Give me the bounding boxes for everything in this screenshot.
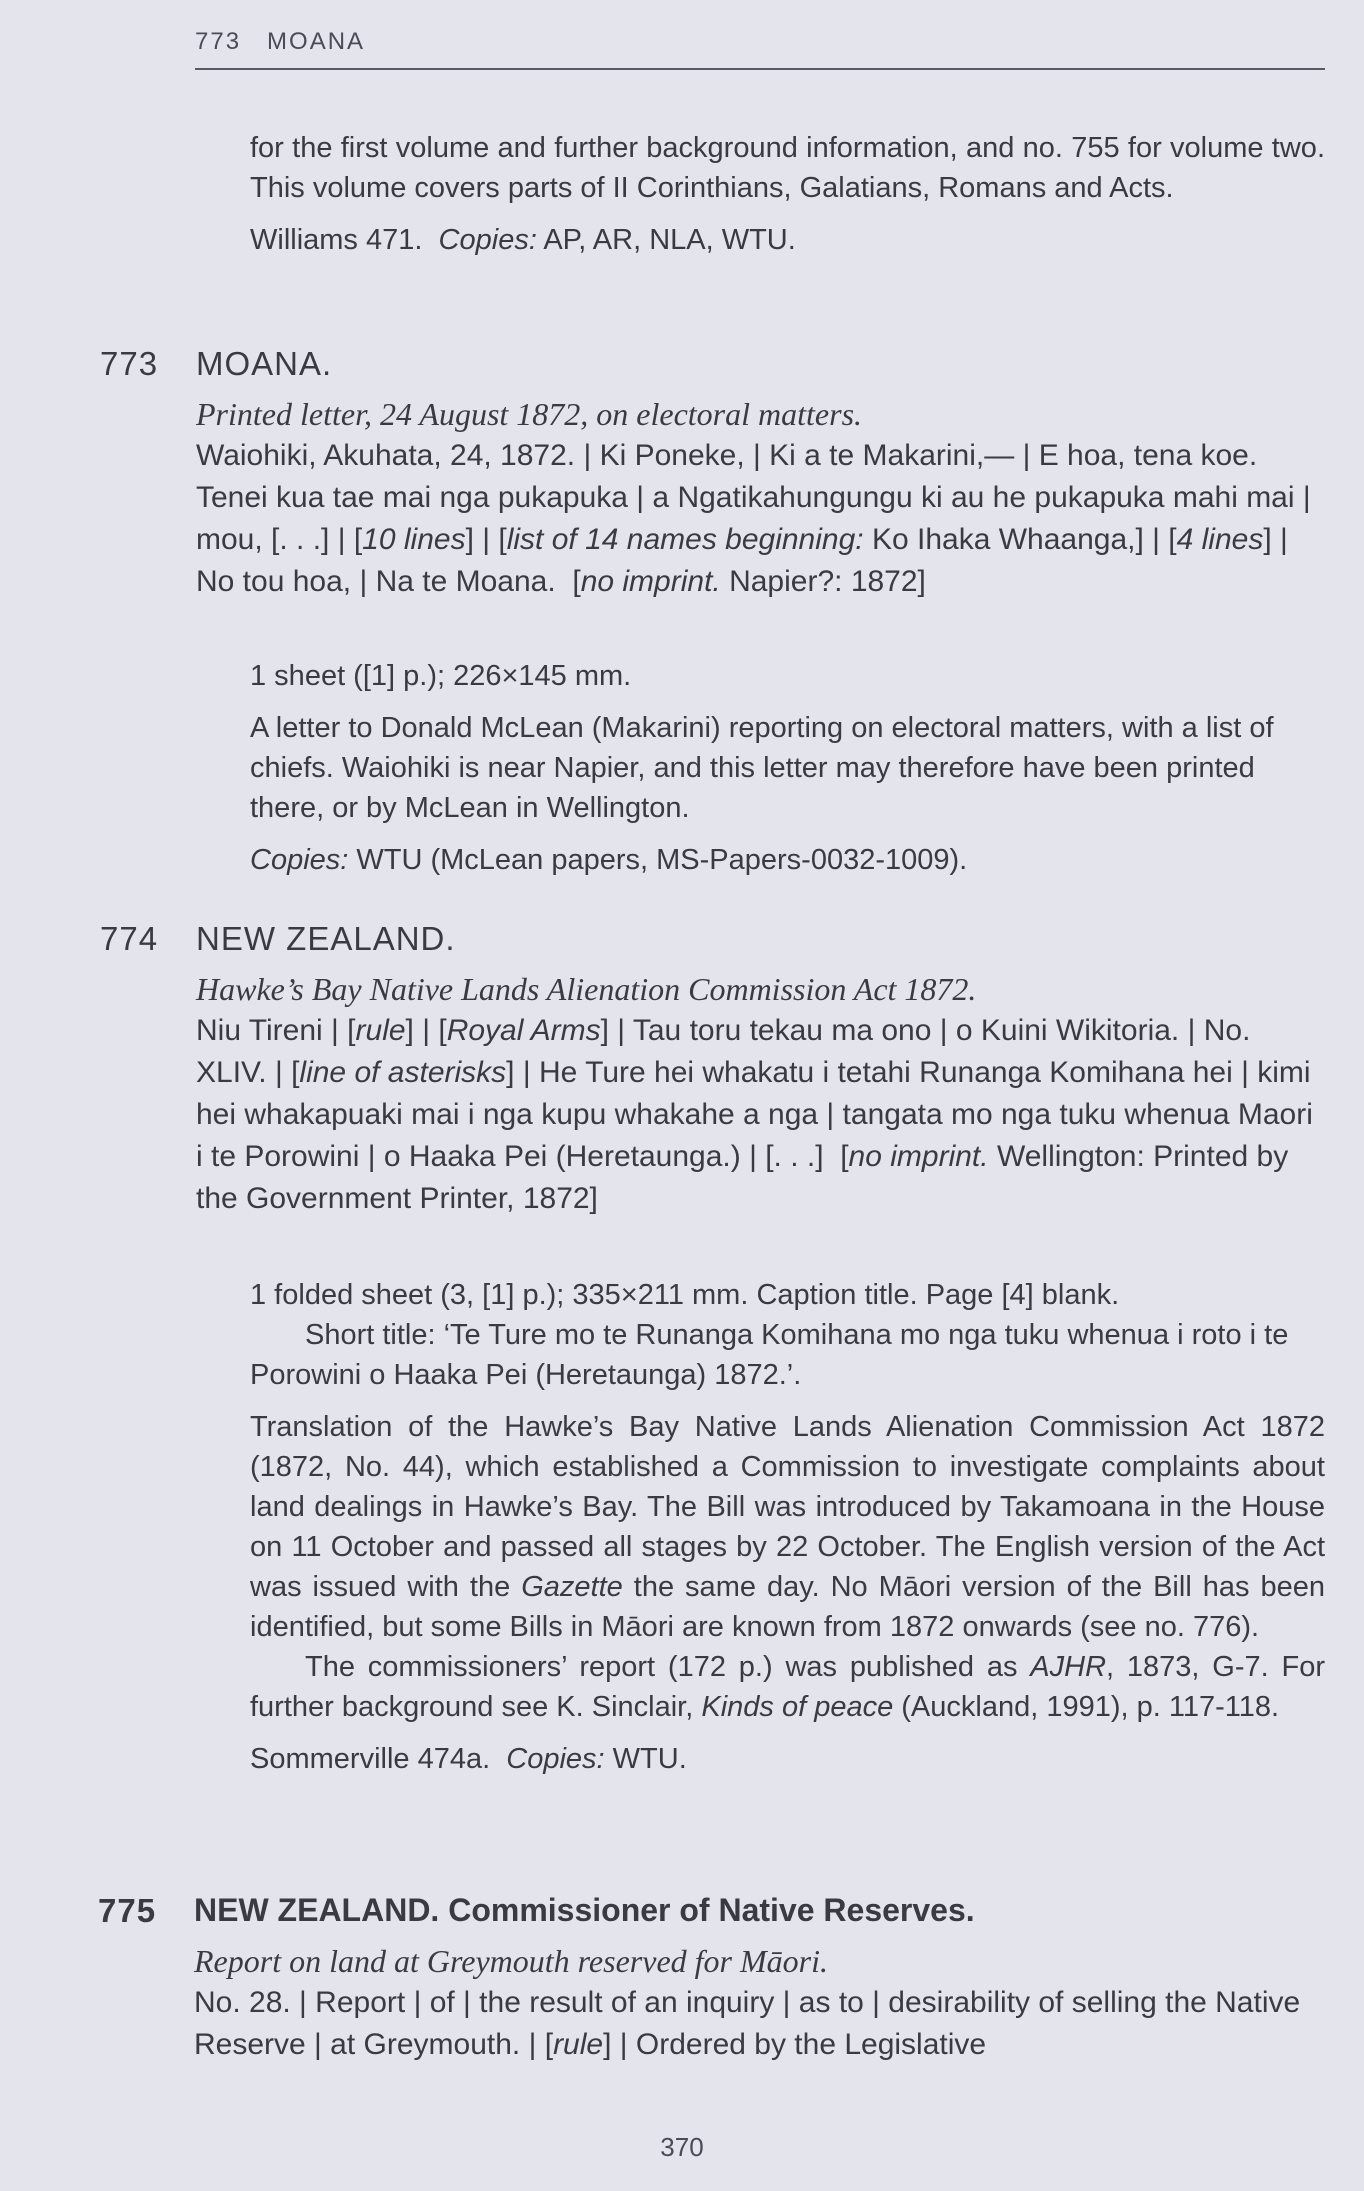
- transcription-text: ] | [: [405, 1014, 447, 1047]
- transcription-italic: no imprint.: [848, 1140, 989, 1173]
- note-text: Translation of the Hawke’s Bay Native Lands Alienation Commission Act 1872 (1872, No. 44), which established a Commission to investigate complaints about land dealings in Hawke’s Bay. The Bill was introduced by Takamoana in the House on 11 October and passed all stages by 22 October. The English version of the Act was issued with the: [250, 1411, 1325, 1603]
- short-title-774: Short title: ‘Te Ture mo te Runanga Komihana mo nga tuku whenua i roto i te Porowini o Haaka Pei (Heretaunga) 1872.’.: [250, 1319, 1289, 1391]
- transcription-italic: 10 lines: [362, 523, 466, 556]
- entry-number-775: 775: [98, 1892, 157, 1929]
- note-774: [250, 1407, 1325, 1647]
- refs-text: Williams 471.: [250, 224, 439, 256]
- transcription-italic: no imprint.: [580, 565, 721, 598]
- entry-notes-773: [250, 656, 1325, 880]
- transcription-text: ] | Ordered by the Legislative: [603, 2028, 987, 2061]
- refs-libraries: AP, AR, NLA, WTU.: [536, 224, 796, 256]
- continuation-refs: [250, 220, 1325, 260]
- refs-libraries: WTU.: [604, 1743, 687, 1775]
- transcription-text: Wellington: Printed by the Government Printer, 1872]: [196, 1140, 1289, 1215]
- transcription-text: ] | Tau toru tekau ma ono | o Kuini Wikitoria. | No. XLIV. | [: [196, 1014, 1251, 1089]
- entry-heading-773: MOANA.: [196, 345, 333, 382]
- entry-subtitle-774: Hawke’s Bay Native Lands Alienation Commission Act 1872.: [196, 971, 977, 1007]
- refs-774: [250, 1739, 1325, 1779]
- transcription-text: Niu Tireni | [: [196, 1014, 356, 1047]
- entry-body-775: [194, 1940, 1326, 2066]
- entry-subtitle-773: Printed letter, 24 August 1872, on electoral matters.: [196, 396, 863, 432]
- note-773: A letter to Donald McLean (Makarini) reporting on electoral matters, with a list of chiefs. Waiohiki is near Napier, and this letter may therefore have been printed there, or by McLean in Wellington.: [250, 712, 1274, 824]
- transcription-italic: list of 14 names beginning:: [506, 523, 864, 556]
- page-number: 370: [660, 2132, 704, 2162]
- continuation-block: [250, 128, 1325, 260]
- running-head: 773 MOANA: [195, 28, 366, 55]
- transcription-text: Napier?: 1872]: [720, 565, 926, 598]
- header-rule: [195, 68, 1325, 70]
- entry-transcription-775: [194, 1982, 1326, 2066]
- continuation-text: for the first volume and further background information, and no. 755 for volume two. This volume covers parts of II Corinthians, Galatians, Romans and Acts.: [250, 132, 1325, 204]
- entry-number-773: 773: [100, 345, 159, 382]
- transcription-italic: line of asterisks: [299, 1056, 507, 1089]
- entry-body-773: [196, 393, 1326, 603]
- transcription-text: ] | He Ture hei whakatu i tetahi Runanga Komihana hei | kimi hei whakapuaki mai i nga kupu whakahe a nga | tangata mo nga tuku whenua Maori i te Porowini | o Haaka Pei (Heretaunga.) | [. . .] [: [196, 1056, 1322, 1173]
- entry-notes-774: [250, 1275, 1325, 1779]
- transcription-text: Waiohiki, Akuhata, 24, 1872. | Ki Poneke, | Ki a te Makarini,— | E hoa, tena koe. Tenei kua tae mai nga pukapuka | a Ngatikahungungu ki au he pukapuka mahi mai | mou, [. . .] | [: [196, 439, 1311, 556]
- transcription-italic: rule: [355, 1014, 406, 1047]
- note-text: the same day. No Māori version of the Bill has been identified, but some Bills in Māori are known from 1872 onwards (see no. 776).: [250, 1571, 1325, 1643]
- entry-subtitle-775: Report on land at Greymouth reserved for Māori.: [194, 1943, 828, 1979]
- note-text: (Auckland, 1991), p. 117-118.: [893, 1691, 1280, 1723]
- note-italic: Kinds of peace: [701, 1691, 894, 1723]
- transcription-italic: Royal Arms: [446, 1014, 601, 1047]
- entry-transcription-774: [196, 1010, 1326, 1220]
- copies-label: Copies:: [438, 224, 537, 256]
- note-text: The commissioners’ report (172 p.) was published as: [305, 1651, 1031, 1683]
- note-italic: Gazette: [521, 1571, 623, 1603]
- note-italic: AJHR: [1030, 1651, 1107, 1683]
- transcription-text: Ko Ihaka Whaanga,] | [: [863, 523, 1177, 556]
- transcription-text: No. 28. | Report | of | the result of an inquiry | as to | desirability of selling the Native Reserve | at Greymouth. | [: [194, 1986, 1301, 2061]
- entry-transcription-773: [196, 435, 1326, 603]
- entry-heading-775: NEW ZEALAND. Commissioner of Native Reserves.: [194, 1892, 975, 1928]
- transcription-italic: rule: [553, 2028, 604, 2061]
- transcription-italic: 4 lines: [1176, 523, 1264, 556]
- copies-773: [250, 840, 1325, 880]
- note-text: , 1873, G-7. For further background see K. Sinclair,: [250, 1651, 1326, 1723]
- transcription-text: ] | No tou hoa, | Na te Moana. [: [196, 523, 1297, 598]
- entry-body-774: [196, 968, 1326, 1220]
- note-774-b: [250, 1647, 1325, 1727]
- copies-libraries: WTU (McLean papers, MS-Papers-0032-1009).: [348, 844, 968, 876]
- copies-label: Copies:: [506, 1743, 605, 1775]
- entry-number-774: 774: [100, 920, 159, 957]
- collation-774: 1 folded sheet (3, [1] p.); 335×211 mm. Caption title. Page [4] blank.: [250, 1279, 1120, 1311]
- collation-773: 1 sheet ([1] p.); 226×145 mm.: [250, 660, 632, 692]
- copies-label: Copies:: [250, 844, 349, 876]
- entry-heading-774: NEW ZEALAND.: [196, 920, 456, 957]
- refs-text: Sommerville 474a.: [250, 1743, 507, 1775]
- transcription-text: ] | [: [465, 523, 507, 556]
